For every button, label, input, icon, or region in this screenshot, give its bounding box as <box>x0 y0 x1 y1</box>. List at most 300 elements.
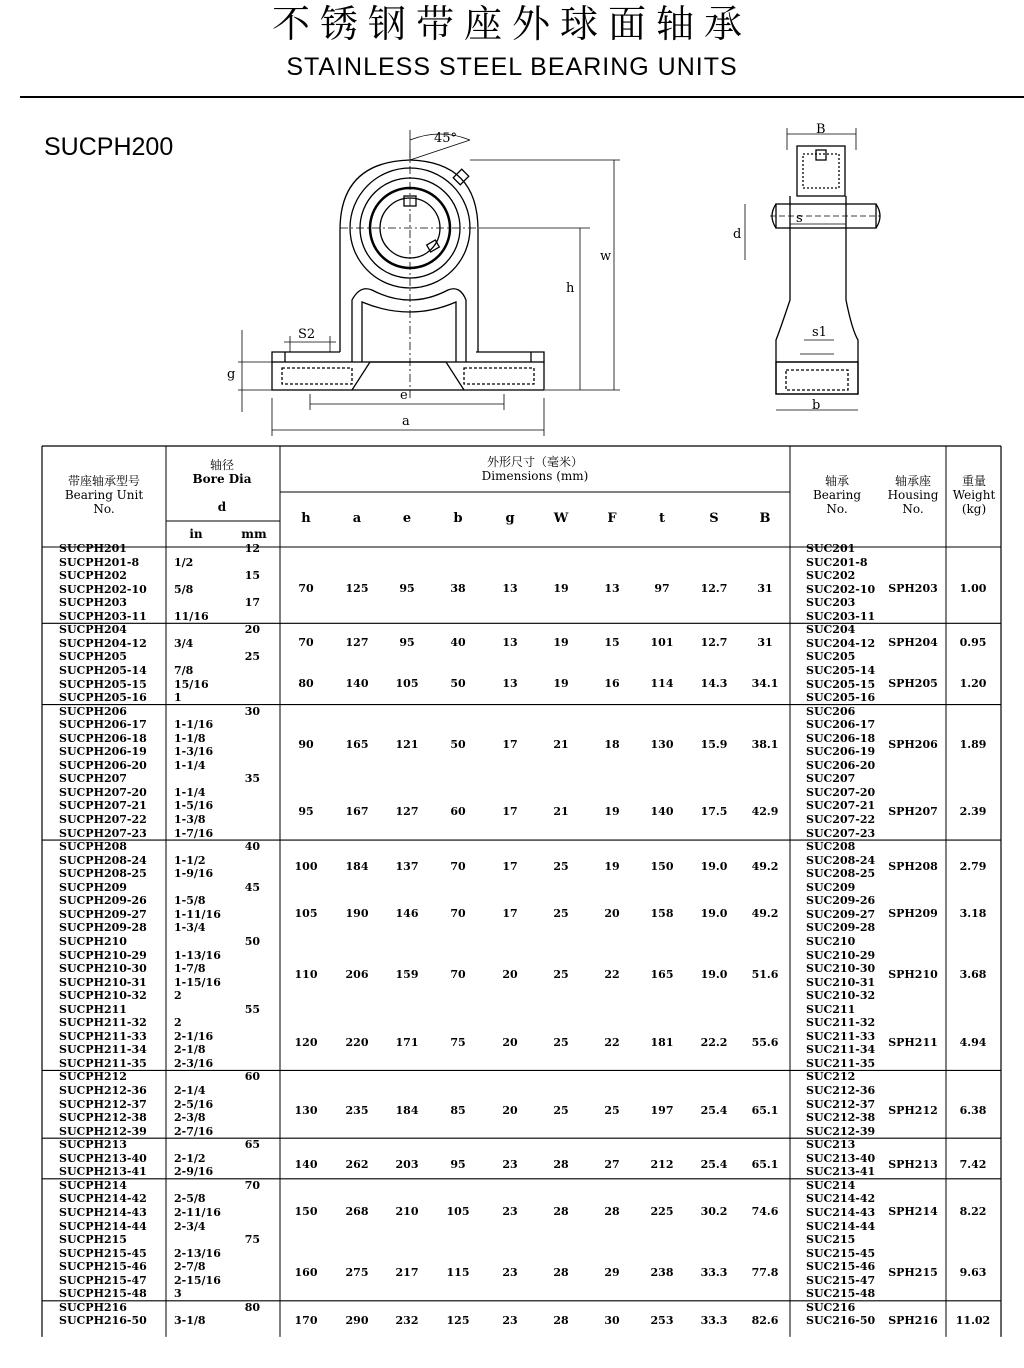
bore-mm: 75 <box>244 1233 260 1247</box>
unit-number: SUCPH205 <box>59 650 127 664</box>
unit-number: SUCPH201-8 <box>59 555 140 569</box>
label-g: g <box>227 367 236 382</box>
bearing-number: SUC207 <box>806 772 856 786</box>
dim-F-value: 22 <box>604 1035 620 1049</box>
dim-col-F: F <box>607 511 617 526</box>
dim-t-value: 225 <box>650 1205 674 1219</box>
dim-S-value: 15.9 <box>700 737 728 751</box>
bore-inch: 1-7/8 <box>174 962 206 976</box>
dim-h-value: 105 <box>294 907 318 921</box>
unit-number: SUCPH206 <box>59 704 127 718</box>
unit-number: SUCPH204-12 <box>59 636 147 650</box>
bearing-number: SUC211-33 <box>806 1029 876 1043</box>
label-s1: s1 <box>812 325 827 340</box>
bore-inch: 1-13/16 <box>174 948 221 962</box>
dim-t-value: 97 <box>654 581 670 595</box>
dim-h-value: 160 <box>294 1266 318 1280</box>
bore-inch: 1-3/8 <box>174 813 206 826</box>
dim-W-value: 25 <box>553 1103 569 1117</box>
bearing-number: SUC211-34 <box>806 1043 876 1057</box>
bore-inch: 2-7/16 <box>174 1124 214 1138</box>
unit-number: SUCPH202-10 <box>59 582 147 596</box>
unit-number: SUCPH208 <box>59 840 127 854</box>
label-B: B <box>816 122 826 137</box>
dim-b-value: 75 <box>450 1035 466 1049</box>
bearing-number: SUC205-16 <box>806 691 876 705</box>
bearing-number: SUC210-31 <box>806 975 876 989</box>
bore-inch: 7/8 <box>174 663 194 677</box>
dim-S-value: 19.0 <box>700 859 728 873</box>
label-s2: S2 <box>298 327 316 342</box>
dim-S-value: 19.0 <box>700 968 728 982</box>
dim-B-value: 49.2 <box>751 859 779 873</box>
unit-number: SUCPH204 <box>59 623 127 637</box>
weight-value: 3.68 <box>959 968 987 982</box>
bearing-number: SUC202 <box>806 569 856 583</box>
dim-W-value: 21 <box>553 737 569 751</box>
bore-inch: 2-15/16 <box>174 1273 221 1287</box>
label-a: a <box>402 414 410 429</box>
unit-number: SUCPH213 <box>59 1138 127 1152</box>
dim-F-value: 16 <box>604 676 620 690</box>
bore-inch: 5/8 <box>174 582 194 596</box>
bore-inch: 1-1/8 <box>174 731 206 745</box>
bearing-number: SUC214-43 <box>806 1205 876 1219</box>
unit-number: SUCPH206-20 <box>59 758 147 772</box>
dim-a-value: 262 <box>345 1157 369 1171</box>
weight-value: 6.38 <box>959 1103 987 1117</box>
chinese-title: 不锈钢带座外球面轴承 <box>271 2 752 46</box>
dim-g-value: 23 <box>502 1205 518 1219</box>
weight-value: 11.02 <box>955 1313 991 1327</box>
dim-S-value: 17.5 <box>700 805 728 819</box>
unit-number: SUCPH209-26 <box>59 894 147 908</box>
dimensions-header: 外形尺寸（毫米） Dimensions (mm) <box>481 455 589 483</box>
bore-inch: 1-1/2 <box>174 853 206 867</box>
bearing-number: SUC207-22 <box>806 813 876 826</box>
unit-number: SUCPH202 <box>59 569 127 583</box>
dim-g-value: 13 <box>502 636 518 650</box>
bearing-number: SUC212-36 <box>806 1084 876 1097</box>
unit-number: SUCPH203-11 <box>59 609 147 623</box>
bearing-number: SUC208-24 <box>806 853 876 867</box>
bearing-number: SUC215-48 <box>806 1287 876 1301</box>
bearing-number: SUC213 <box>806 1138 856 1152</box>
housing-header: 轴承座 Housing No. <box>887 474 939 516</box>
bearing-number: SUC203 <box>806 596 856 610</box>
bearing-number: SUC213-41 <box>806 1165 876 1179</box>
bore-inch: 2-1/2 <box>174 1151 206 1165</box>
dim-b-value: 70 <box>450 968 466 982</box>
dim-b-value: 70 <box>450 859 466 873</box>
dim-h-value: 80 <box>298 676 314 690</box>
bore-mm: 40 <box>244 840 260 854</box>
bearing-number: SUC209-26 <box>806 894 876 908</box>
unit-number: SUCPH215-46 <box>59 1260 147 1274</box>
unit-number: SUCPH216-50 <box>59 1314 147 1328</box>
bore-inch: 2-11/16 <box>174 1205 221 1219</box>
bearing-number: SUC215 <box>806 1233 856 1247</box>
dim-S-value: 12.7 <box>700 636 728 650</box>
dim-W-value: 28 <box>553 1205 569 1219</box>
bore-inch: 1-1/4 <box>174 758 206 772</box>
dim-a-value: 220 <box>345 1035 369 1049</box>
unit-number: SUCPH215-48 <box>59 1287 147 1301</box>
dim-e-value: 210 <box>395 1205 419 1219</box>
bore-mm: 12 <box>244 542 260 555</box>
bore-mm: 30 <box>244 704 260 718</box>
weight-value: 0.95 <box>959 636 987 650</box>
unit-number: SUCPH210-32 <box>59 989 147 1003</box>
dim-b-value: 38 <box>450 581 466 595</box>
unit-number: SUCPH210-31 <box>59 975 147 989</box>
housing-number: SPH207 <box>888 805 938 819</box>
bore-inch: 2 <box>174 989 182 1003</box>
unit-number: SUCPH215-45 <box>59 1246 147 1260</box>
unit-number: SUCPH211 <box>59 1002 127 1016</box>
bore-inch: 2-3/16 <box>174 1056 214 1070</box>
dim-g-value: 17 <box>502 859 518 873</box>
bearing-number: SUC216 <box>806 1300 856 1314</box>
dim-W-value: 28 <box>553 1313 569 1327</box>
dim-h-value: 70 <box>298 636 314 650</box>
dim-t-value: 140 <box>650 805 674 819</box>
bore-inch: 3 <box>174 1287 182 1301</box>
bore-inch: 1-5/16 <box>174 799 214 813</box>
bearing-number: SUC209 <box>806 880 856 894</box>
dim-h-value: 95 <box>298 805 314 819</box>
dim-e-value: 159 <box>395 968 419 982</box>
unit-number: SUCPH213-41 <box>59 1165 147 1179</box>
bore-inch: 15/16 <box>174 677 209 691</box>
bore-inch: 1-5/8 <box>174 894 206 908</box>
weight-value: 8.22 <box>959 1205 987 1219</box>
bearing-number: SUC213-40 <box>806 1151 876 1165</box>
bore-inch: 1-3/4 <box>174 921 206 935</box>
housing-number: SPH206 <box>888 737 938 751</box>
dim-W-value: 25 <box>553 907 569 921</box>
bearing-number: SUC214-44 <box>806 1219 876 1233</box>
unit-number: SUCPH207-20 <box>59 785 147 799</box>
bearing-number: SUC216-50 <box>806 1314 876 1328</box>
bore-mm: 55 <box>244 1002 260 1016</box>
bearing-number: SUC208-25 <box>806 867 876 881</box>
bore-mm: 80 <box>244 1300 260 1314</box>
weight-value: 9.63 <box>959 1266 987 1280</box>
dim-F-value: 25 <box>604 1103 620 1117</box>
housing-number: SPH212 <box>888 1103 938 1117</box>
dim-S-value: 14.3 <box>700 676 728 690</box>
bore-inch: 2-5/8 <box>174 1192 206 1206</box>
bearing-number: SUC206-18 <box>806 731 876 745</box>
dim-S-value: 30.2 <box>700 1205 728 1219</box>
bore-mm: 25 <box>244 650 260 664</box>
unit-number: SUCPH212-36 <box>59 1084 147 1097</box>
unit-number: SUCPH212-39 <box>59 1124 147 1138</box>
dim-g-value: 17 <box>502 907 518 921</box>
dim-t-value: 253 <box>650 1313 674 1327</box>
bearing-number: SUC204 <box>806 623 856 637</box>
dim-g-value: 23 <box>502 1266 518 1280</box>
dim-b-value: 50 <box>450 676 466 690</box>
unit-number: SUCPH203 <box>59 596 127 610</box>
dim-h-value: 140 <box>294 1157 318 1171</box>
label-d: d <box>733 227 742 242</box>
weight-value: 2.39 <box>959 805 987 819</box>
housing-number: SPH213 <box>888 1157 938 1171</box>
unit-number: SUCPH216 <box>59 1300 127 1314</box>
unit-number: SUCPH211-33 <box>59 1029 147 1043</box>
bearing-number: SUC210-29 <box>806 948 876 962</box>
housing-number: SPH208 <box>888 859 938 873</box>
unit-number: SUCPH215 <box>59 1233 127 1247</box>
dim-g-value: 23 <box>502 1313 518 1327</box>
unit-number: SUCPH209-27 <box>59 907 147 921</box>
dim-e-value: 217 <box>395 1266 419 1280</box>
bore-mm: 65 <box>244 1138 260 1152</box>
dim-t-value: 165 <box>650 968 674 982</box>
dim-g-value: 20 <box>502 1103 518 1117</box>
dim-F-value: 19 <box>604 859 620 873</box>
dim-W-value: 28 <box>553 1157 569 1171</box>
dim-S-value: 25.4 <box>700 1157 728 1171</box>
dim-B-value: 49.2 <box>751 907 779 921</box>
unit-number: SUCPH205-16 <box>59 691 147 705</box>
dim-t-value: 212 <box>650 1157 674 1171</box>
dim-g-value: 17 <box>502 737 518 751</box>
dim-a-value: 235 <box>345 1103 369 1117</box>
bearing-number: SUC203-11 <box>806 609 876 623</box>
weight-value: 7.42 <box>959 1157 987 1171</box>
bearing-number: SUC214-42 <box>806 1192 876 1206</box>
bearing-number: SUC201-8 <box>806 555 868 569</box>
dim-h-value: 130 <box>294 1103 318 1117</box>
dim-h-value: 170 <box>294 1313 318 1327</box>
unit-number: SUCPH207 <box>59 772 127 786</box>
unit-header: 带座轴承型号 Bearing Unit No. <box>64 474 144 516</box>
unit-number: SUCPH201 <box>59 542 127 555</box>
dim-a-value: 290 <box>345 1313 369 1327</box>
dim-b-value: 85 <box>450 1103 466 1117</box>
bearing-number: SUC206-17 <box>806 718 876 732</box>
housing-number: SPH209 <box>888 907 938 921</box>
bearing-number: SUC212-38 <box>806 1111 876 1125</box>
bore-inch: 2-1/8 <box>174 1043 206 1057</box>
bore-inch: 11/16 <box>174 609 209 623</box>
bearing-number: SUC214 <box>806 1178 856 1192</box>
dim-col-e: e <box>402 511 412 526</box>
dim-g-value: 23 <box>502 1157 518 1171</box>
bearing-number: SUC205-15 <box>806 677 876 691</box>
dim-col-S: S <box>709 511 719 526</box>
bore-inch: 2-7/8 <box>174 1260 206 1274</box>
dim-h-value: 150 <box>294 1205 318 1219</box>
unit-number: SUCPH208-24 <box>59 853 147 867</box>
bearing-number: SUC212-39 <box>806 1124 876 1138</box>
bore-inch: 3/4 <box>174 636 194 650</box>
bearing-number: SUC215-47 <box>806 1273 876 1287</box>
bore-inch: 2-1/4 <box>174 1084 206 1097</box>
dim-h-value: 70 <box>298 581 314 595</box>
unit-number: SUCPH207-21 <box>59 799 147 813</box>
dim-b-value: 125 <box>446 1313 470 1327</box>
housing-number: SPH205 <box>888 676 938 690</box>
bearing-number: SUC206-19 <box>806 745 876 759</box>
dim-S-value: 12.7 <box>700 581 728 595</box>
bore-mm: 45 <box>244 880 260 894</box>
dim-col-t: t <box>658 511 665 526</box>
dim-W-value: 19 <box>553 581 569 595</box>
label-e: e <box>400 388 408 403</box>
series-label: SUCPH200 <box>44 133 174 161</box>
dim-F-value: 19 <box>604 805 620 819</box>
dim-t-value: 150 <box>650 859 674 873</box>
dim-b-value: 115 <box>446 1266 470 1280</box>
bore-inch: 1-1/16 <box>174 718 214 732</box>
dim-t-value: 238 <box>650 1266 674 1280</box>
bore-mm: 70 <box>244 1178 260 1192</box>
dim-B-value: 42.9 <box>751 805 779 819</box>
dim-e-value: 137 <box>395 859 419 873</box>
unit-number: SUCPH212-38 <box>59 1111 147 1125</box>
dim-a-value: 268 <box>345 1205 369 1219</box>
housing-number: SPH210 <box>888 968 938 982</box>
bore-inch: 2-9/16 <box>174 1165 214 1179</box>
unit-number: SUCPH214-43 <box>59 1205 147 1219</box>
dim-e-value: 203 <box>395 1157 419 1171</box>
dim-g-value: 17 <box>502 805 518 819</box>
housing-number: SPH204 <box>888 636 938 650</box>
housing-number: SPH216 <box>888 1313 938 1327</box>
bearing-number: SUC205 <box>806 650 856 664</box>
dim-t-value: 197 <box>650 1103 674 1117</box>
bore-inch: 1/2 <box>174 555 194 569</box>
bearing-number: SUC211 <box>806 1002 856 1016</box>
dim-b-value: 60 <box>450 805 466 819</box>
unit-number: SUCPH206-17 <box>59 718 147 732</box>
dim-F-value: 28 <box>604 1205 620 1219</box>
housing-number: SPH203 <box>888 581 938 595</box>
dim-b-value: 50 <box>450 737 466 751</box>
bore-inch: 1-15/16 <box>174 975 221 989</box>
unit-number: SUCPH207-22 <box>59 813 147 826</box>
bearing-number: SUC210-32 <box>806 989 876 1003</box>
dim-e-value: 95 <box>399 636 415 650</box>
dim-a-value: 140 <box>345 676 369 690</box>
dim-B-value: 65.1 <box>751 1157 779 1171</box>
dim-a-value: 275 <box>345 1266 369 1280</box>
dim-S-value: 19.0 <box>700 907 728 921</box>
dim-g-value: 13 <box>502 581 518 595</box>
dim-B-value: 51.6 <box>751 968 779 982</box>
label-h: h <box>566 281 575 296</box>
bearing-number: SUC212-37 <box>806 1097 876 1111</box>
dim-a-value: 127 <box>345 636 369 650</box>
dim-F-value: 30 <box>604 1313 620 1327</box>
dim-S-value: 25.4 <box>700 1103 728 1117</box>
bearing-number: SUC209-28 <box>806 921 876 935</box>
bore-inch: 2-13/16 <box>174 1246 221 1260</box>
bore-inch: 1-11/16 <box>174 907 221 921</box>
bore-inch: 1-7/16 <box>174 826 214 840</box>
bore-mm: 60 <box>244 1070 260 1084</box>
dim-b-value: 70 <box>450 907 466 921</box>
weight-value: 1.00 <box>959 581 987 595</box>
bearing-number: SUC211-32 <box>806 1016 876 1030</box>
dim-e-value: 127 <box>395 805 419 819</box>
dim-b-value: 105 <box>446 1205 470 1219</box>
bearing-number: SUC212 <box>806 1070 856 1084</box>
dim-W-value: 28 <box>553 1266 569 1280</box>
dim-S-value: 22.2 <box>700 1035 728 1049</box>
bore-inch: 2-1/16 <box>174 1029 214 1043</box>
unit-number: SUCPH213-40 <box>59 1151 147 1165</box>
dim-B-value: 55.6 <box>751 1035 779 1049</box>
dim-t-value: 101 <box>650 636 674 650</box>
dim-b-value: 40 <box>450 636 466 650</box>
dim-B-value: 31 <box>757 581 773 595</box>
bearing-number: SUC207-23 <box>806 826 876 840</box>
dim-t-value: 114 <box>650 676 674 690</box>
in-header: in <box>189 527 203 541</box>
dim-W-value: 19 <box>553 676 569 690</box>
unit-number: SUCPH206-18 <box>59 731 147 745</box>
dim-B-value: 31 <box>757 636 773 650</box>
dim-F-value: 20 <box>604 907 620 921</box>
dim-col-a: a <box>352 511 362 526</box>
bearing-number: SUC210 <box>806 934 856 948</box>
dim-B-value: 34.1 <box>751 676 779 690</box>
bearing-number: SUC210-30 <box>806 962 876 976</box>
weight-value: 1.89 <box>959 737 987 751</box>
bore-mm: 50 <box>244 934 260 948</box>
dim-h-value: 120 <box>294 1035 318 1049</box>
dim-e-value: 171 <box>395 1035 419 1049</box>
dim-F-value: 18 <box>604 737 620 751</box>
housing-number: SPH214 <box>888 1205 938 1219</box>
bearing-number: SUC206-20 <box>806 758 876 772</box>
bearing-number: SUC208 <box>806 840 856 854</box>
bearing-number: SUC211-35 <box>806 1056 876 1070</box>
bore-mm: 15 <box>244 569 260 583</box>
dim-h-value: 110 <box>294 968 318 982</box>
mm-header: mm <box>241 527 267 541</box>
dim-a-value: 190 <box>345 907 369 921</box>
dim-t-value: 181 <box>650 1035 674 1049</box>
weight-value: 1.20 <box>959 676 987 690</box>
bearing-number: SUC201 <box>806 542 856 555</box>
dim-e-value: 95 <box>399 581 415 595</box>
unit-number: SUCPH210-29 <box>59 948 147 962</box>
weight-value: 4.94 <box>959 1035 987 1049</box>
unit-number: SUCPH209-28 <box>59 921 147 935</box>
bearing-number: SUC205-14 <box>806 663 876 677</box>
dim-F-value: 22 <box>604 968 620 982</box>
dim-a-value: 165 <box>345 737 369 751</box>
unit-number: SUCPH210-30 <box>59 962 147 976</box>
dim-W-value: 25 <box>553 968 569 982</box>
bore-d: d <box>217 500 227 514</box>
dim-B-value: 77.8 <box>751 1266 779 1280</box>
unit-number: SUCPH205-15 <box>59 677 147 691</box>
dim-t-value: 158 <box>650 907 674 921</box>
bore-inch: 2-3/4 <box>174 1219 206 1233</box>
weight-header: 重量 Weight (kg) <box>952 474 996 516</box>
dim-e-value: 232 <box>395 1313 419 1327</box>
dim-a-value: 125 <box>345 581 369 595</box>
bearing-number: SUC215-45 <box>806 1246 876 1260</box>
dim-g-value: 20 <box>502 968 518 982</box>
